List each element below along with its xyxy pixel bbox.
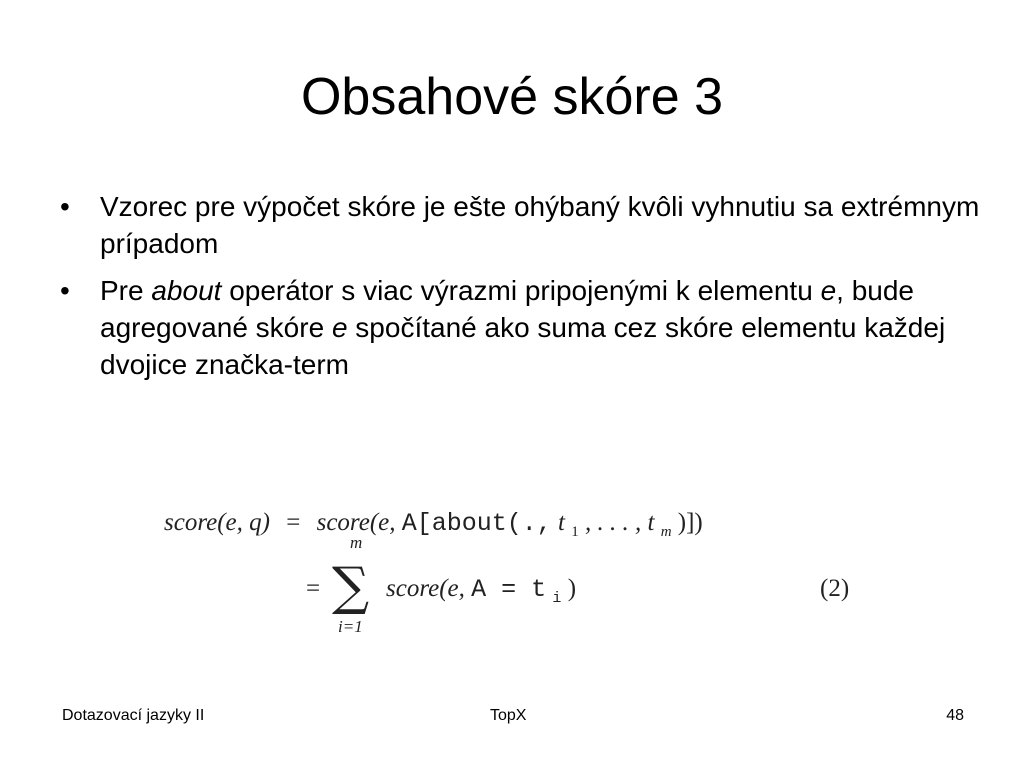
svg-text:score(e, A = t i <box>386 575 576 608</box>
svg-text:score(e, q) = scor <box>164 509 703 542</box>
formula-line2-c: ) <box>567 575 577 602</box>
formula-rhs-c: t <box>558 509 565 536</box>
formula-line2-a: score(e, <box>386 575 472 602</box>
formula-sub-1: 1 <box>571 524 579 540</box>
formula-rhs-d: , . . . , t <box>584 509 655 536</box>
formula-equals-2: = <box>306 575 321 602</box>
bullet-item-2 <box>60 272 980 383</box>
slide-title: Obsahové skóre 3 <box>300 68 724 126</box>
bullet-list <box>60 188 980 393</box>
bullet-text-part: Pre <box>100 275 152 306</box>
formula-line2-b: A = t <box>471 575 547 604</box>
score-formula <box>160 496 880 646</box>
equation-number: (2) <box>820 575 850 602</box>
footer-page-number: 48 <box>946 707 964 724</box>
formula-rhs-a: score(e, <box>316 509 402 536</box>
bullet-text-italic: about <box>151 275 222 306</box>
formula-line2-sub: i <box>552 590 562 607</box>
bullet-text-italic: e <box>331 312 348 343</box>
formula-sub-m: m <box>660 524 672 540</box>
footer-topic: TopX <box>490 707 527 724</box>
bullet-text-italic: e <box>820 275 837 306</box>
bullet-marker: • <box>60 191 70 222</box>
bullet-text-part: operátor s viac výrazmi pripojenými k elementu <box>221 275 821 306</box>
bullet-marker: • <box>60 275 70 306</box>
formula-rhs-e: )]) <box>677 509 703 536</box>
sum-lower-limit: i=1 <box>338 617 363 636</box>
sum-upper-limit: m <box>350 533 363 552</box>
footer-course-name: Dotazovací jazyky II <box>62 707 205 724</box>
formula-lhs: score(e, q) <box>164 509 270 536</box>
bullet-text-part: spočítané ako suma cez skóre elementu každej dvojice značka-term <box>100 312 946 380</box>
bullet-item-1 <box>60 188 980 262</box>
bullet-text-part: , bude agregované skóre <box>100 275 914 343</box>
sum-icon: ∑ <box>332 557 370 617</box>
formula-rhs-b: A[about(., <box>401 509 552 538</box>
bullet-text: Vzorec pre výpočet skóre je ešte ohýbaný kvôli vyhnutiu sa extrémnym prípadom <box>100 191 980 259</box>
formula-equals: = <box>286 509 301 536</box>
